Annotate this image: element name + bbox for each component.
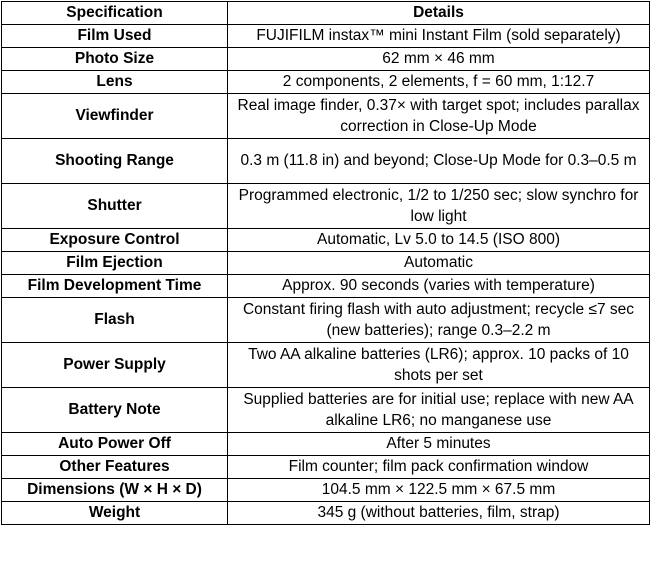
spec-name: Exposure Control bbox=[2, 229, 228, 252]
spec-name: Film Ejection bbox=[2, 252, 228, 275]
table-row bbox=[2, 275, 650, 298]
spec-name: Weight bbox=[2, 502, 228, 525]
spec-details: After 5 minutes bbox=[228, 433, 650, 456]
spec-details: 0.3 m (11.8 in) and beyond; Close-Up Mode for 0.3–0.5 m bbox=[228, 139, 650, 184]
header-details: Details bbox=[228, 2, 650, 25]
spec-details: Programmed electronic, 1/2 to 1/250 sec; slow synchro for low light bbox=[228, 184, 650, 229]
spec-details: Real image finder, 0.37× with target spot; includes parallax correction in Close-Up Mode bbox=[228, 94, 650, 139]
table-row bbox=[2, 229, 650, 252]
spec-name: Shooting Range bbox=[2, 139, 228, 184]
spec-details: Automatic, Lv 5.0 to 14.5 (ISO 800) bbox=[228, 229, 650, 252]
spec-details: 2 components, 2 elements, f = 60 mm, 1:12.7 bbox=[228, 71, 650, 94]
table-row bbox=[2, 502, 650, 525]
spec-details: Automatic bbox=[228, 252, 650, 275]
table-row bbox=[2, 184, 650, 229]
spec-details: Constant firing flash with auto adjustment; recycle ≤7 sec (new batteries); range 0.3–2.2 m bbox=[228, 298, 650, 343]
header-specification: Specification bbox=[2, 2, 228, 25]
spec-name: Shutter bbox=[2, 184, 228, 229]
spec-name: Film Used bbox=[2, 25, 228, 48]
table-row bbox=[2, 71, 650, 94]
spec-name: Film Development Time bbox=[2, 275, 228, 298]
table-row bbox=[2, 252, 650, 275]
table-header-row bbox=[2, 2, 650, 25]
spec-table bbox=[1, 1, 650, 525]
spec-name: Viewfinder bbox=[2, 94, 228, 139]
spec-details: Supplied batteries are for initial use; replace with new AA alkaline LR6; no manganese use bbox=[228, 388, 650, 433]
table-row bbox=[2, 94, 650, 139]
table-row bbox=[2, 456, 650, 479]
spec-details: Film counter; film pack confirmation window bbox=[228, 456, 650, 479]
table-row bbox=[2, 48, 650, 71]
table-row bbox=[2, 388, 650, 433]
spec-details: 62 mm × 46 mm bbox=[228, 48, 650, 71]
spec-details: 104.5 mm × 122.5 mm × 67.5 mm bbox=[228, 479, 650, 502]
spec-name: Photo Size bbox=[2, 48, 228, 71]
table-row bbox=[2, 343, 650, 388]
table-row bbox=[2, 479, 650, 502]
spec-details: 345 g (without batteries, film, strap) bbox=[228, 502, 650, 525]
spec-name: Other Features bbox=[2, 456, 228, 479]
spec-name: Dimensions (W × H × D) bbox=[2, 479, 228, 502]
spec-name: Auto Power Off bbox=[2, 433, 228, 456]
table-row bbox=[2, 25, 650, 48]
spec-name: Battery Note bbox=[2, 388, 228, 433]
spec-name: Flash bbox=[2, 298, 228, 343]
table-row bbox=[2, 433, 650, 456]
spec-name: Power Supply bbox=[2, 343, 228, 388]
spec-details: Approx. 90 seconds (varies with temperature) bbox=[228, 275, 650, 298]
table-row bbox=[2, 139, 650, 184]
table-row bbox=[2, 298, 650, 343]
spec-details: Two AA alkaline batteries (LR6); approx. 10 packs of 10 shots per set bbox=[228, 343, 650, 388]
spec-name: Lens bbox=[2, 71, 228, 94]
spec-details: FUJIFILM instax™ mini Instant Film (sold separately) bbox=[228, 25, 650, 48]
